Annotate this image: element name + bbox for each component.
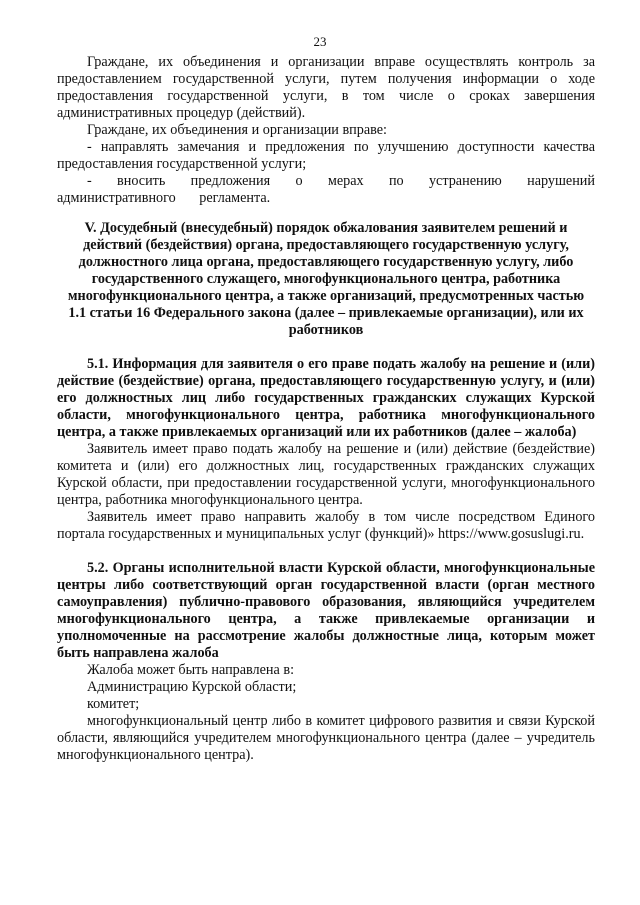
paragraph-complaint-recipients: Жалоба может быть направлена в: (87, 662, 295, 678)
paragraph-recipient-committee: комитет; (87, 696, 140, 712)
paragraph-rights-item-2: - вносить предложения о мерах по устранению нарушений административного регламента. (57, 173, 595, 206)
paragraph-recipient-mfc: многофункциональный центр либо в комитет цифрового развития и связи Курской области, являющийся учредителем многофункционального центра (далее – учредитель многофункционального центра). (57, 713, 595, 763)
paragraph-rights-item-1: - направлять замечания и предложения по улучшению доступности качества предоставления государственной услуги; (57, 139, 595, 172)
paragraph-rights-intro: Граждане, их объединения и организации вправе: (87, 122, 387, 138)
paragraph-complaint-right: Заявитель имеет право подать жалобу на решение и (или) действие (бездействие) комитета и (или) его должностных лиц, государственных гражданских служащих Курской области, при предоставлении государственной услуги, многофункционального центра, работника многофункционального центра. (57, 441, 595, 508)
subsection-heading-5-2: 5.2. Органы исполнительной власти Курской области, многофункциональные центры либо соответствующий орган государственной власти (орган местного самоуправления) публично-правового образования, являющийся учредителем многофункционального центра, а также привлекаемые организации и уполномоченные на рассмотрение жалобы должностные лица, которым может быть направлена жалоба (57, 560, 595, 661)
page-number: 23 (313, 34, 327, 49)
subsection-heading-5-1: 5.1. Информация для заявителя о его праве подать жалобу на решение и (или) действие (бездействие) органа, предоставляющего государственную услугу, и (или) его должностных лиц либо государственных гражданских служащих Курской области, многофункционального центра, работника многофункционального центра, а также привлекаемых организаций или их работников (далее – жалоба) (57, 356, 595, 440)
paragraph-complaint-portal: Заявитель имеет право направить жалобу в том числе посредством Единого портала государственных и муниципальных услуг (функций)» https://www.gosuslugi.ru. (57, 509, 595, 542)
paragraph-control-rights: Граждане, их объединения и организации вправе осуществлять контроль за предоставлением государственной услуги, путем получения информации о ходе предоставления государственной услуги, в том числе о сроках завершения административных процедур (действий). (57, 54, 595, 121)
document-body (57, 54, 595, 764)
section-heading: V. Досудебный (внесудебный) порядок обжалования заявителем решений и действий (бездействия) органа, предоставляющего государственную услугу, должностного лица органа, предоставляющего государственную услугу, либо государственного служащего, многофункционального центра, работника многофункционального центра, а также организаций, предусмотренных частью 1.1 статьи 16 Федерального закона (далее – привлекаемые организации), или их работников (67, 220, 585, 338)
paragraph-recipient-administration: Администрацию Курской области; (87, 679, 297, 695)
